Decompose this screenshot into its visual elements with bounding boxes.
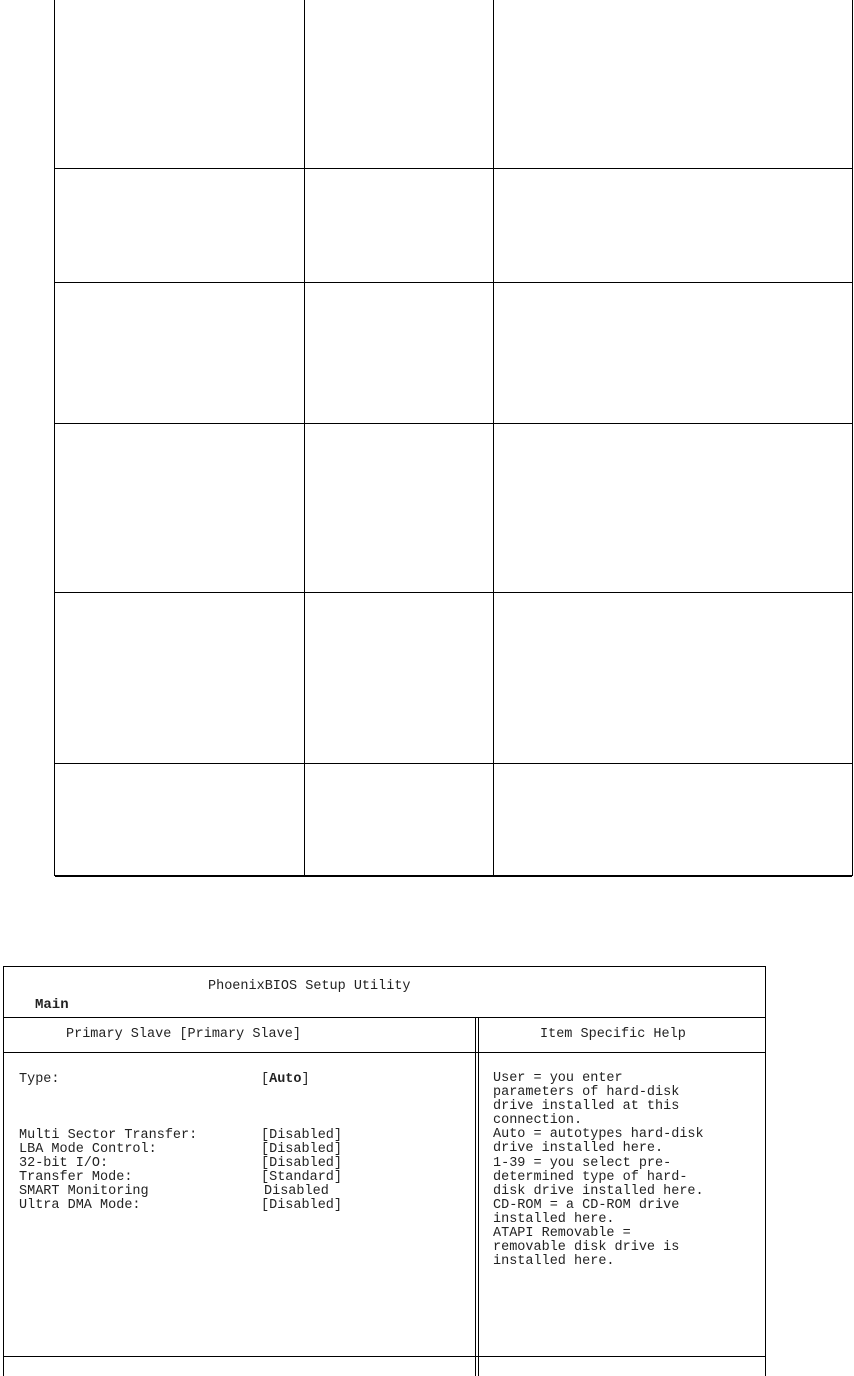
help-line: CD-ROM = a CD-ROM drive [493, 1197, 680, 1213]
table-row [55, 0, 852, 169]
table-row [55, 423, 852, 593]
help-line: connection. [493, 1113, 583, 1129]
help-line: drive installed here. [493, 1141, 664, 1157]
help-line: 1-39 = you select pre- [493, 1155, 672, 1171]
bios-title-bar [4, 967, 765, 1018]
setting-label-32-bit-io: 32-bit I/O: [19, 1156, 109, 1171]
setting-value-32-bit-io[interactable]: [Disabled] [261, 1156, 343, 1171]
table-row [55, 282, 852, 424]
setting-label-multi-sector-transfer: Multi Sector Transfer: [19, 1128, 198, 1143]
help-line: determined type of hard- [493, 1169, 688, 1185]
type-label: Type: [19, 1072, 60, 1087]
page-subtitle: Primary Slave [Primary Slave] [66, 1027, 301, 1042]
help-line: drive installed at this [493, 1099, 680, 1115]
bios-header-row [4, 1017, 765, 1053]
help-line: disk drive installed here. [493, 1183, 704, 1199]
setting-value-transfer-mode[interactable]: [Standard] [261, 1170, 343, 1185]
help-line: Auto = autotypes hard-disk [493, 1127, 704, 1143]
help-line: parameters of hard-disk [493, 1085, 680, 1101]
table-row [55, 763, 852, 877]
table-row [55, 168, 852, 283]
menu-item-main[interactable]: Main [35, 997, 69, 1013]
help-line: installed here. [493, 1211, 615, 1227]
empty-table-grid [54, 0, 853, 876]
item-help-text [493, 1072, 763, 1269]
setting-value-lba-mode-control[interactable]: [Disabled] [261, 1142, 343, 1157]
help-title: Item Specific Help [540, 1027, 686, 1042]
type-value[interactable]: [Auto] [261, 1072, 310, 1087]
help-line: User = you enter [493, 1071, 623, 1086]
panel-divider [475, 1017, 479, 1376]
help-line: ATAPI Removable = [493, 1226, 631, 1242]
setting-value-ultra-dma-mode[interactable]: [Disabled] [261, 1198, 343, 1213]
help-line: removable disk drive is [493, 1240, 680, 1256]
column-divider [493, 0, 494, 875]
help-line: installed here. [493, 1254, 615, 1270]
setting-label-lba-mode-control: LBA Mode Control: [19, 1142, 157, 1157]
column-divider [304, 0, 305, 875]
setting-label-smart-monitoring: SMART Monitoring [19, 1184, 149, 1199]
bios-setup-panel [3, 966, 766, 1376]
setting-label-transfer-mode: Transfer Mode: [19, 1170, 133, 1185]
setting-label-ultra-dma-mode: Ultra DMA Mode: [19, 1198, 141, 1213]
bottom-divider [4, 1356, 765, 1357]
setting-value-multi-sector-transfer[interactable]: [Disabled] [261, 1128, 343, 1143]
setting-value-smart-monitoring: Disabled [264, 1184, 329, 1199]
bios-title: PhoenixBIOS Setup Utility [208, 979, 411, 994]
table-row [55, 592, 852, 764]
